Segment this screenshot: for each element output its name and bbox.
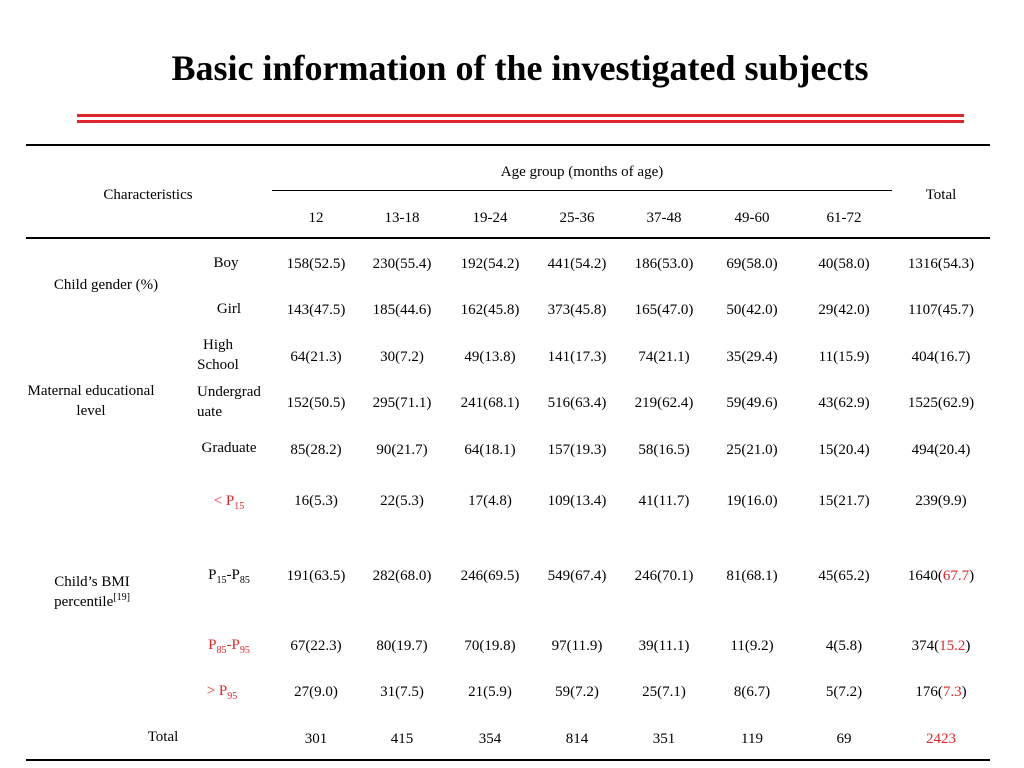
table-cell: 85(28.2) [290,442,342,458]
characteristics-header: Characteristics [103,187,193,203]
table-cell: 39(11.1) [638,638,690,654]
table-cell: 58(16.5) [638,442,690,458]
label-text: P [208,637,217,653]
table-cell: 64(18.1) [464,442,516,458]
table-cell: 516(63.4) [547,395,607,411]
table-cell: 59(49.6) [726,395,778,411]
group-maternal-education: Maternal educational level [27,383,155,419]
row-label-above-p95 [207,681,238,701]
row-label-below-p15 [214,491,245,511]
paren: ( [937,568,943,584]
label-text: -P [226,567,240,583]
total-row-cell: 301 [304,731,328,747]
table-cell: 109(13.4) [547,493,607,509]
header-bottom-rule [26,237,990,239]
row-label-high-school: High School [197,337,239,373]
table-cell: 25(7.1) [642,684,686,700]
title-underline-bottom [77,120,964,123]
table-cell: 19(16.0) [726,493,778,509]
table-cell: 185(44.6) [372,302,432,318]
label-text: > P [206,683,228,699]
table-cell: 162(45.8) [460,302,520,318]
table-cell: 29(42.0) [818,302,870,318]
paren: ) [961,684,967,700]
label-sub: 95 [227,691,238,702]
row-label-girl: Girl [216,301,242,317]
age-header-cell: 37-48 [646,210,682,226]
table-cell: 246(69.5) [460,568,520,584]
label-text: < P [213,493,235,509]
table-cell: 282(68.0) [372,568,432,584]
table-cell: 191(63.5) [286,568,346,584]
table-cell: 21(5.9) [468,684,512,700]
age-header-cell: 19-24 [472,210,508,226]
table-cell: 16(5.3) [294,493,338,509]
total-row-cell: 69 [836,731,852,747]
table-cell: 241(68.1) [460,395,520,411]
table-cell: 219(62.4) [634,395,694,411]
table-cell: 49(13.8) [464,349,516,365]
table-cell: 90(21.7) [376,442,428,458]
table-cell: 17(4.8) [468,493,512,509]
table-cell: 74(21.1) [638,349,690,365]
total-cell [908,566,974,586]
label-sub: 95 [239,645,250,656]
table-cell: 295(71.1) [372,395,432,411]
total-cell: 1525(62.9) [907,395,975,411]
table-cell: 41(11.7) [638,493,690,509]
label-text: P [208,567,217,583]
label-sub: 85 [216,645,227,656]
group-child-gender: Child gender (%) [53,277,159,293]
paren: ) [969,568,975,584]
table-cell: 11(9.2) [730,638,774,654]
table-cell: 30(7.2) [380,349,424,365]
age-header-cell: 12 [308,210,324,226]
table-cell: 230(55.4) [372,256,432,272]
table-bottom-rule [26,759,990,761]
table-cell: 8(6.7) [733,684,771,700]
table-cell: 441(54.2) [547,256,607,272]
row-label-undergraduate: Undergraduate [197,384,261,420]
age-group-rule [272,190,892,191]
label-sub: 85 [239,575,250,586]
table-cell: 35(29.4) [726,349,778,365]
table-cell: 50(42.0) [726,302,778,318]
age-group-header: Age group (months of age) [500,164,664,180]
total-row-cell: 351 [652,731,676,747]
paren: ) [965,638,971,654]
table-cell: 143(47.5) [286,302,346,318]
table-cell: 80(19.7) [376,638,428,654]
age-header-cell: 13-18 [384,210,420,226]
table-cell: 40(58.0) [818,256,870,272]
total-cell [915,682,966,702]
total-row-cell: 119 [741,731,763,747]
table-cell: 97(11.9) [551,638,603,654]
table-cell: 11(15.9) [818,349,870,365]
total-cell: 1316(54.3) [907,256,975,272]
paren: ( [937,684,943,700]
total-percent: 67.7 [942,568,970,584]
table-cell: 45(65.2) [818,568,870,584]
table-cell: 27(9.0) [294,684,338,700]
grand-total-cell: 2423 [926,731,956,747]
age-header-cell: 61-72 [826,210,862,226]
table-cell: 64(21.3) [290,349,342,365]
total-percent: 7.3 [942,684,962,700]
total-cell: 1107(45.7) [908,302,974,318]
table-cell: 4(5.8) [825,638,863,654]
label-sub: 15 [234,501,245,512]
table-cell: 158(52.5) [286,256,346,272]
paren: ( [934,638,940,654]
total-header: Total [925,187,957,203]
row-label-graduate: Graduate [201,440,257,456]
age-header-cell: 49-60 [734,210,770,226]
total-row-cell: 354 [478,731,502,747]
row-label-p15-p85 [208,565,250,585]
table-cell: 43(62.9) [818,395,870,411]
group-child-bmi-text: Child’s BMI percentile [54,574,130,610]
total-percent: 15.2 [939,638,966,654]
total-count: 1640 [907,568,938,584]
page-title: Basic information of the investigated subjects [171,48,869,88]
table-cell: 152(50.5) [286,395,346,411]
total-count: 176 [915,684,938,700]
table-cell: 165(47.0) [634,302,694,318]
table-top-rule [26,144,990,146]
total-row-cell: 814 [565,731,589,747]
table-cell: 31(7.5) [380,684,424,700]
table-cell: 192(54.2) [460,256,520,272]
total-cell: 494(20.4) [911,442,971,458]
table-cell: 15(21.7) [818,493,870,509]
table-cell: 186(53.0) [634,256,694,272]
label-sub: 15 [216,575,227,586]
total-row-cell: 415 [390,731,414,747]
total-count: 374 [911,638,935,654]
table-cell: 246(70.1) [634,568,694,584]
group-child-bmi [42,572,142,612]
table-cell: 373(45.8) [547,302,607,318]
table-cell: 69(58.0) [726,256,778,272]
bmi-reference: [19] [113,592,130,603]
age-header-cell: 25-36 [559,210,595,226]
table-cell: 15(20.4) [818,442,870,458]
table-cell: 5(7.2) [825,684,863,700]
table-cell: 25(21.0) [726,442,778,458]
row-label-p85-p95 [208,635,250,655]
row-label-total: Total [147,729,179,745]
table-cell: 70(19.8) [464,638,516,654]
table-cell: 157(19.3) [547,442,607,458]
table-cell: 141(17.3) [547,349,607,365]
row-label-boy: Boy [213,255,239,271]
table-cell: 59(7.2) [555,684,599,700]
total-cell: 404(16.7) [911,349,971,365]
table-cell: 81(68.1) [726,568,778,584]
total-cell: 239(9.9) [915,493,967,509]
table-cell: 549(67.4) [547,568,607,584]
title-underline-top [77,114,964,117]
label-text: -P [226,637,240,653]
total-cell [912,636,971,656]
table-cell: 67(22.3) [290,638,342,654]
table-cell: 22(5.3) [380,493,424,509]
